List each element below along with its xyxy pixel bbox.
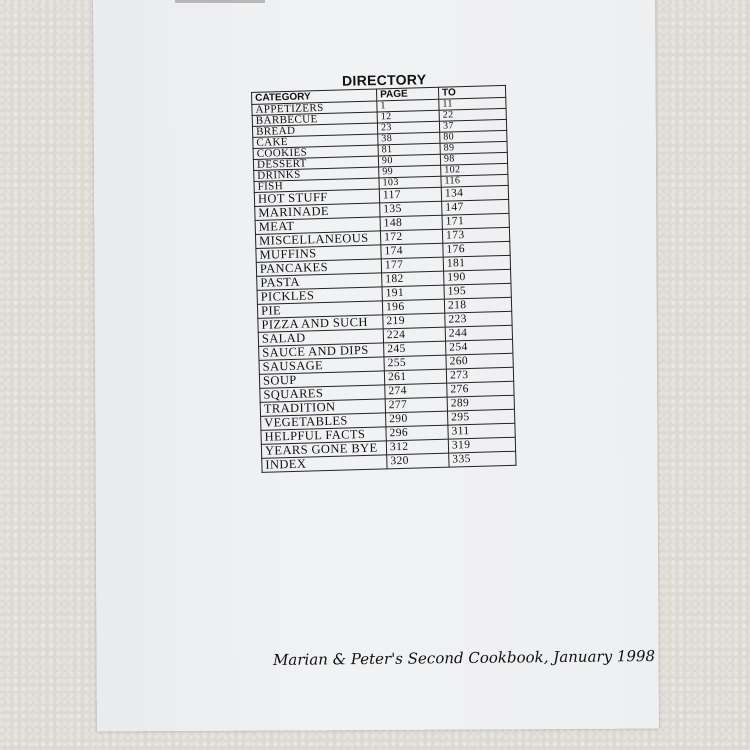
page-start-cell: 196	[382, 299, 444, 315]
category-cell: INDEX	[262, 455, 387, 472]
page-start-cell: 277	[385, 397, 447, 413]
page-end-cell: 11	[439, 97, 506, 110]
page-end-cell: 223	[445, 311, 512, 327]
page-end-cell: 273	[446, 367, 513, 383]
category-cell: TRADITION	[260, 399, 385, 416]
category-cell: PIZZA AND SUCH	[258, 315, 383, 332]
category-cell: PASTA	[257, 273, 382, 290]
page-end-cell: 181	[443, 255, 510, 271]
category-cell: APPETIZERS	[252, 101, 377, 115]
page-start-cell: 135	[380, 201, 442, 217]
page-end-cell: 147	[442, 199, 509, 215]
column-header-to: TO	[438, 85, 505, 99]
page-start-cell: 12	[377, 110, 439, 123]
page-start-cell: 174	[381, 243, 443, 259]
category-cell: MISCELLANEOUS	[255, 231, 380, 248]
category-cell: SALAD	[258, 329, 383, 346]
page-end-cell: 116	[441, 174, 508, 187]
page-start-cell: 99	[379, 165, 441, 178]
page-end-cell: 37	[439, 119, 506, 132]
category-cell: SAUCE AND DIPS	[259, 343, 384, 360]
page-start-cell: 296	[386, 425, 448, 441]
page-start-cell: 320	[387, 453, 449, 469]
category-cell: PICKLES	[257, 287, 382, 304]
page-start-cell: 261	[384, 369, 446, 385]
category-cell: FISH	[254, 178, 379, 192]
page-end-cell: 289	[447, 395, 514, 411]
category-cell: MEAT	[255, 217, 380, 234]
directory-title: DIRECTORY	[341, 71, 427, 89]
page-start-cell: 81	[378, 143, 440, 156]
category-cell: PANCAKES	[256, 259, 381, 276]
category-cell: COOKIES	[253, 145, 378, 159]
page-end-cell: 102	[441, 163, 508, 176]
category-cell: PIE	[257, 301, 382, 318]
category-cell: VEGETABLES	[261, 413, 386, 430]
page-end-cell: 195	[444, 283, 511, 299]
page-end-cell: 319	[448, 437, 515, 453]
category-cell: SAUSAGE	[259, 357, 384, 374]
page-start-cell: 1	[377, 99, 439, 112]
category-cell: BARBECUE	[252, 112, 377, 126]
page-end-cell: 190	[444, 269, 511, 285]
page-start-cell: 103	[379, 176, 441, 189]
page-end-cell: 89	[440, 141, 507, 154]
page-end-cell: 22	[439, 108, 506, 121]
page-end-cell: 176	[443, 241, 510, 257]
page-end-cell: 171	[442, 213, 509, 229]
category-cell: SQUARES	[260, 385, 385, 402]
page-start-cell: 172	[380, 229, 442, 245]
page-start-cell: 290	[386, 411, 448, 427]
page-start-cell: 224	[383, 327, 445, 343]
category-cell: DRINKS	[254, 167, 379, 181]
page-start-cell: 117	[379, 187, 441, 203]
directory-table-wrapper	[251, 85, 517, 473]
page-end-cell: 295	[447, 409, 514, 425]
page-start-cell: 219	[383, 313, 445, 329]
page-start-cell: 38	[378, 132, 440, 145]
table-body	[252, 97, 516, 472]
category-cell: CAKE	[253, 134, 378, 148]
page-end-cell: 134	[441, 185, 508, 201]
category-cell: HELPFUL FACTS	[261, 427, 386, 444]
page-end-cell: 80	[440, 130, 507, 143]
top-edge-mark	[175, 0, 265, 3]
page-start-cell: 148	[380, 215, 442, 231]
category-cell: MUFFINS	[256, 245, 381, 262]
page-end-cell: 276	[447, 381, 514, 397]
page-end-cell: 218	[444, 297, 511, 313]
directory-table	[251, 85, 517, 473]
page-end-cell: 311	[448, 423, 515, 439]
page-start-cell: 90	[378, 154, 440, 167]
page-start-cell: 177	[381, 257, 443, 273]
cookbook-footer: Marian & Peter's Second Cookbook, January 1998	[272, 647, 656, 669]
page-end-cell: 98	[440, 152, 507, 165]
page-start-cell: 182	[382, 271, 444, 287]
page-end-cell: 335	[449, 451, 516, 467]
column-header-page: PAGE	[376, 87, 438, 101]
page-start-cell: 255	[384, 355, 446, 371]
page-end-cell: 244	[445, 325, 512, 341]
page-end-cell: 173	[442, 227, 509, 243]
page-end-cell: 254	[446, 339, 513, 355]
category-cell: SOUP	[259, 371, 384, 388]
category-cell: HOT STUFF	[254, 189, 379, 206]
category-cell: BREAD	[252, 123, 377, 137]
category-cell: DESSERT	[253, 156, 378, 170]
page-end-cell: 260	[446, 353, 513, 369]
page-start-cell: 274	[385, 383, 447, 399]
page-start-cell: 191	[382, 285, 444, 301]
category-cell: YEARS GONE BYE	[261, 441, 386, 458]
page-start-cell: 23	[377, 121, 439, 134]
category-cell: MARINADE	[255, 203, 380, 220]
column-header-category: CATEGORY	[252, 89, 377, 104]
page-start-cell: 312	[386, 439, 448, 455]
page-start-cell: 245	[384, 341, 446, 357]
